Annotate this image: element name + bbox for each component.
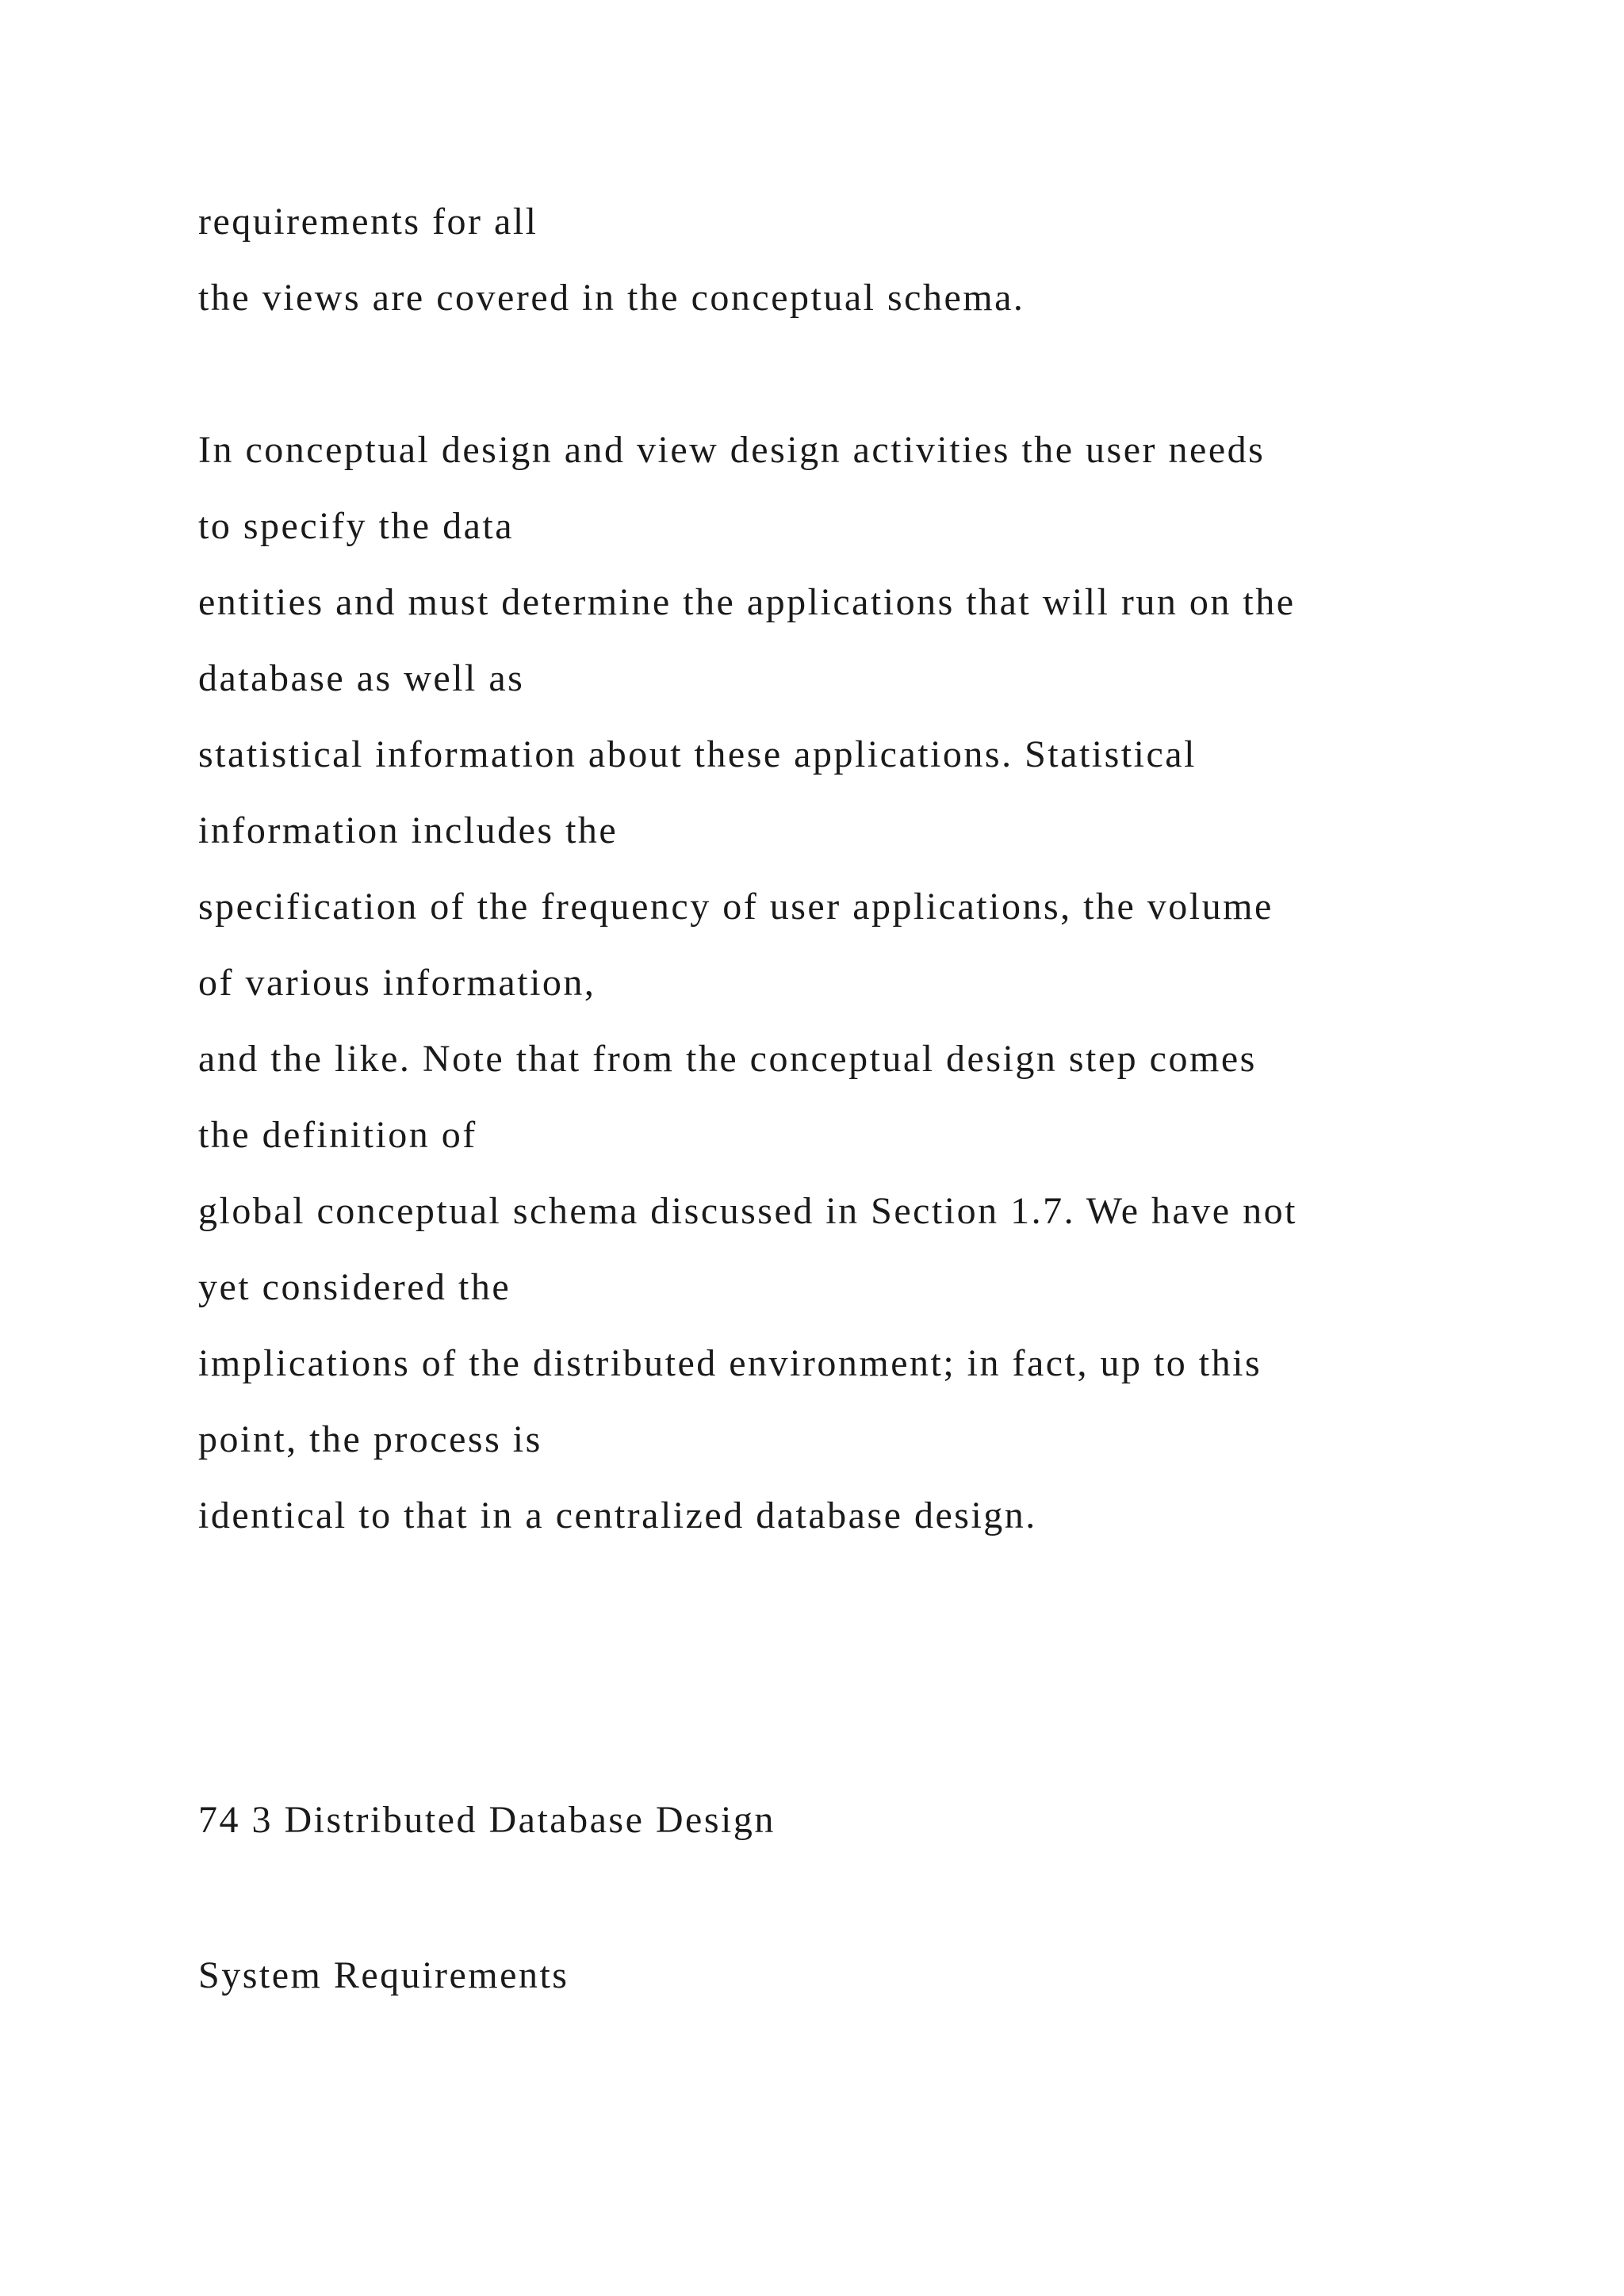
page-header: 74 3 Distributed Database Design	[198, 1799, 776, 1841]
text-line: statistical information about these applications. Statistical	[198, 733, 1197, 775]
text-line: to specify the data	[198, 505, 515, 547]
text-line: of various information,	[198, 962, 596, 1004]
text-line: yet considered the	[198, 1266, 511, 1308]
text-line: requirements for all	[198, 201, 538, 243]
text-line: In conceptual design and view design activities the user needs	[198, 429, 1266, 471]
text-line: information includes the	[198, 809, 619, 851]
text-line: entities and must determine the applications that will run on the	[198, 581, 1296, 623]
figure-label: System Requirements	[198, 1954, 569, 1996]
text-line: and the like. Note that from the conceptual design step comes	[198, 1038, 1257, 1080]
text-line: global conceptual schema discussed in Section 1.7. We have not	[198, 1190, 1297, 1232]
text-line: identical to that in a centralized database design.	[198, 1494, 1037, 1536]
text-line: point, the process is	[198, 1418, 542, 1460]
text-line: database as well as	[198, 657, 525, 699]
text-line: specification of the frequency of user applications, the volume	[198, 886, 1274, 928]
text-line: implications of the distributed environment; in fact, up to this	[198, 1342, 1262, 1384]
text-line: the definition of	[198, 1114, 477, 1156]
text-line: the views are covered in the conceptual schema.	[198, 277, 1025, 319]
